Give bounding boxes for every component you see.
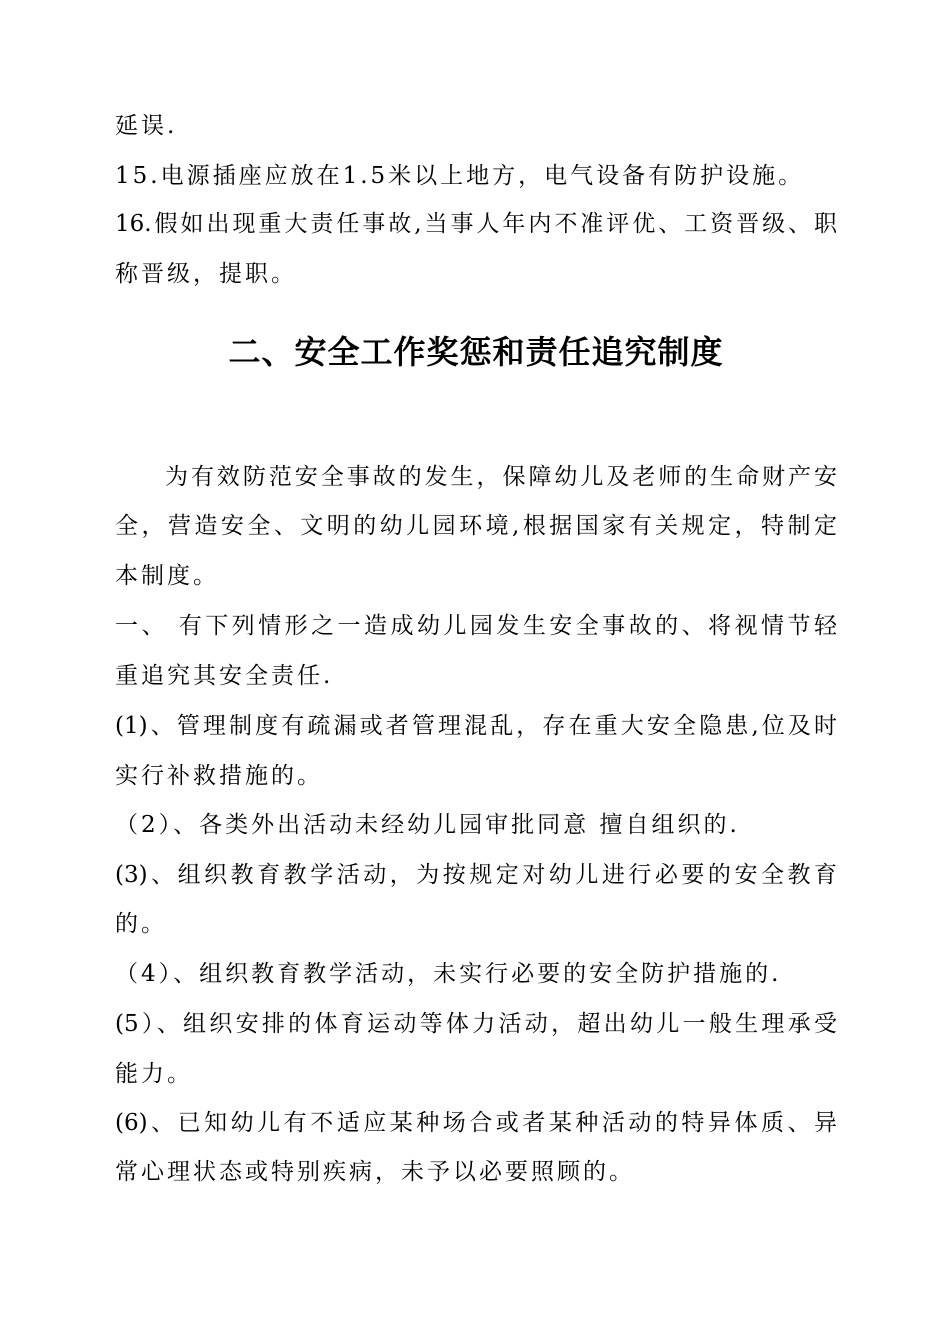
paragraph-line: (6)、已知幼儿有不适应某种场合或者某种活动的特异体质、异 [115,1110,837,1136]
paragraph-line: 重追究其安全责任. [115,663,334,689]
paragraph-line: 实行补救措施的。 [115,763,323,789]
document-page [115,0,837,1344]
text-line: 称晋级，提职。 [115,261,297,287]
text-line: 15.电源插座应放在1.5米以上地方，电气设备有防护设施。 [115,163,805,189]
paragraph-line: （2）、各类外出活动未经幼儿园审批同意 擅自组织的. [115,812,740,838]
text-line: 16.假如出现重大责任事故,当事人年内不准评优、工资晋级、职 [115,211,837,237]
paragraph-line: 本制度。 [115,563,219,589]
paragraph-line: 为有效防范安全事故的发生，保障幼儿及老师的生命财产安 [165,464,837,490]
paragraph-line: (3)、组织教育教学活动，为按规定对幼儿进行必要的安全教育 [115,862,837,888]
paragraph-line: (5）、组织安排的体育运动等体力活动，超出幼儿一般生理承受 [115,1011,837,1037]
paragraph-line: 全，营造安全、文明的幼儿园环境,根据国家有关规定，特制定 [115,513,837,539]
section-heading: 二、安全工作奖惩和责任追究制度 [228,333,724,371]
paragraph-line: 的。 [115,911,167,937]
paragraph-line: 常心理状态或特别疾病，未予以必要照顾的。 [115,1159,635,1185]
paragraph-line: （4）、组织教育教学活动，未实行必要的安全防护措施的. [115,961,782,987]
paragraph-line: 能力。 [115,1061,193,1087]
text-line: 延误. [115,113,178,139]
paragraph-line: (1)、管理制度有疏漏或者管理混乱，存在重大安全隐患,位及时 [115,713,837,739]
paragraph-line: 一、 有下列情形之一造成幼儿园发生安全事故的、将视情节轻 [115,613,837,639]
